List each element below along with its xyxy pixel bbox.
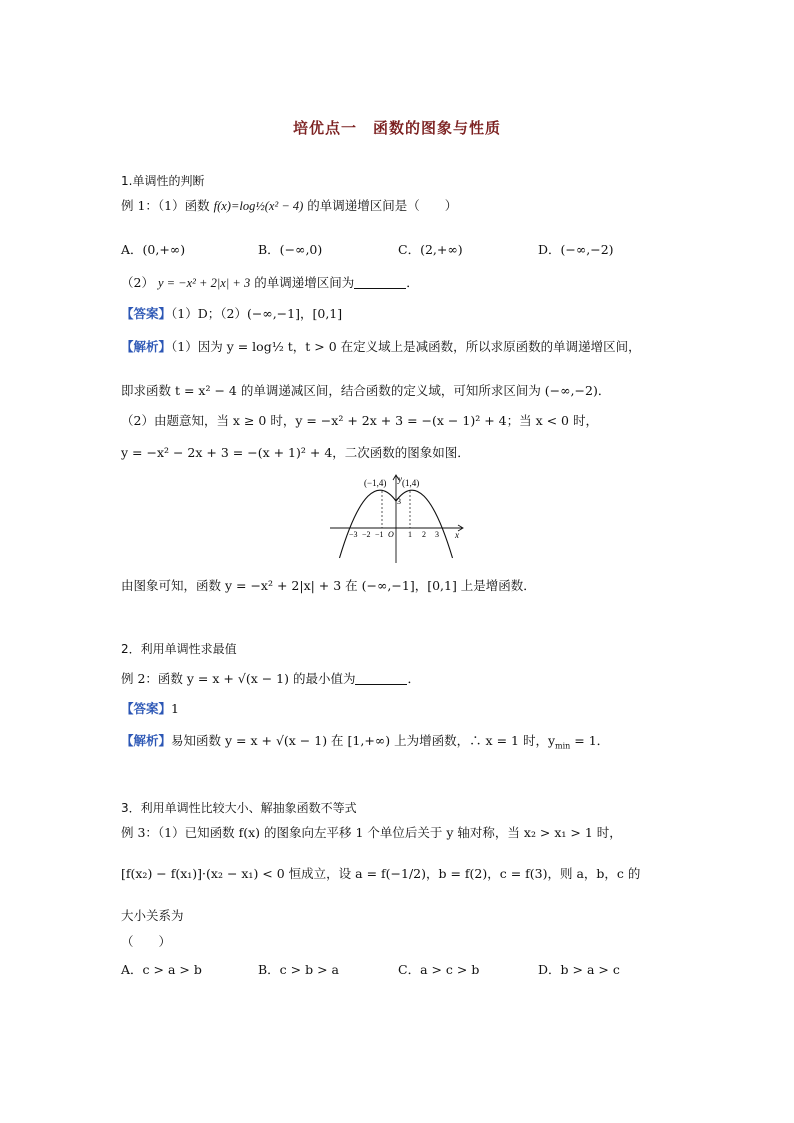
x-tick-neg3: −3 [349, 530, 358, 539]
option-3d: D．b > a > c [538, 962, 620, 977]
example-2-question: 例 2：函数 y = x + √(x − 1) 的最小值为 ． [121, 671, 420, 686]
analysis-1-line-1 [121, 337, 641, 355]
answer-1 [121, 304, 342, 322]
answer-blank [354, 276, 406, 289]
answer-2-text: 1 [171, 701, 179, 716]
right-parabola-branch [396, 490, 453, 558]
option-b: B．(−∞,0) [258, 242, 323, 257]
analysis-1-line-3: （2）由题意知，当 x ≥ 0 时，y = −x² + 2x + 3 = −(x − 1)² + 4；当 x < 0 时， [121, 413, 598, 428]
example-1-part-2: （2） y = −x² + 2|x| + 3 的单调递增区间为 ． [121, 275, 419, 290]
analysis-2 [121, 731, 609, 751]
analysis-text: （1）因为 y = log½ t，t > 0 在定义域上是减函数，所以求原函数的单调递增区间， [171, 339, 641, 354]
option-3b: B．c > b > a [258, 962, 339, 977]
option-3c: C．a > c > b [398, 962, 480, 977]
section-1-heading: 1.单调性的判断 [121, 174, 205, 188]
y-tick-3: 3 [397, 497, 401, 506]
option-d: D．(−∞,−2) [538, 242, 614, 257]
example-1-tail: 的单调递增区间是（ ） [307, 198, 458, 213]
answer-tag: 【答案】 [121, 306, 172, 321]
answer-text: （1）D；（2）(−∞,−1]，[0,1] [171, 306, 343, 321]
option-a: A．(0,+∞) [121, 242, 186, 257]
q2-math: y = −x² + 2|x| + 3 [157, 276, 251, 290]
example-1-label: 例 1：（1）函数 [121, 198, 210, 213]
origin-label: O [388, 530, 394, 539]
analysis-2-subscript: min [555, 741, 571, 751]
x-tick-2: 2 [422, 530, 426, 539]
section-3-heading: 3．利用单调性比较大小、解抽象函数不等式 [121, 801, 357, 815]
analysis-1-conclusion: 由图象可知，函数 y = −x² + 2|x| + 3 在 (−∞,−1]，[0,1] 上是增函数． [121, 578, 536, 593]
x-axis-label: x [455, 530, 459, 540]
analysis-2-text: 易知函数 y = x + √(x − 1) 在 [1,+∞) 上为增函数，∴ x = 1 时，y [171, 733, 556, 748]
example-1-math: f(x)=log½(x² − 4) [213, 199, 304, 213]
example-3-line-1: 例 3：（1）已知函数 f(x) 的图象向左平移 1 个单位后关于 y 轴对称，当 x₂ > x₁ > 1 时， [121, 825, 622, 840]
example-3-line-2: [f(x₂) − f(x₁)]·(x₂ − x₁) < 0 恒成立，设 a = f(−1/2)，b = f(2)，c = f(3)，则 a，b，c 的 [121, 866, 641, 881]
peak-right-label: (1,4) [402, 478, 420, 488]
x-tick-3: 3 [435, 530, 439, 539]
q2-tail: 的单调递增区间为 [254, 275, 355, 290]
example-1-question [121, 196, 457, 214]
peak-left-label: (−1,4) [364, 478, 387, 488]
answer-2 [121, 699, 179, 717]
analysis-1-line-4: y = −x² − 2x + 3 = −(x + 1)² + 4，二次函数的图象如图． [121, 445, 470, 460]
x-tick-neg1: −1 [375, 530, 384, 539]
example-3-line-3: 大小关系为 [121, 908, 184, 923]
option-3a: A．c > a > b [121, 962, 202, 977]
answer-blank-2 [355, 672, 407, 685]
analysis-2-tail: = 1． [570, 733, 610, 748]
analysis-tag: 【解析】 [121, 339, 172, 354]
example-3-line-4: （ ） [121, 934, 172, 949]
analysis-2-tag: 【解析】 [121, 733, 172, 748]
left-parabola-branch [340, 490, 397, 558]
example-2-text: 例 2：函数 y = x + √(x − 1) 的最小值为 [121, 671, 356, 686]
option-c: C．(2,+∞) [398, 242, 463, 257]
page-title: 培优点一 函数的图象与性质 [292, 119, 501, 137]
analysis-1-line-2: 即求函数 t = x² − 4 的单调递减区间，结合函数的定义域，可知所求区间为 (−∞,−2)． [121, 383, 611, 398]
q2-label: （2） [121, 275, 154, 290]
y-axis-label: y [398, 474, 402, 484]
x-tick-1: 1 [408, 530, 412, 539]
x-tick-neg2: −2 [362, 530, 371, 539]
parabola-graph [328, 473, 468, 565]
answer-2-tag: 【答案】 [121, 701, 172, 716]
section-2-heading: 2．利用单调性求最值 [121, 642, 237, 656]
